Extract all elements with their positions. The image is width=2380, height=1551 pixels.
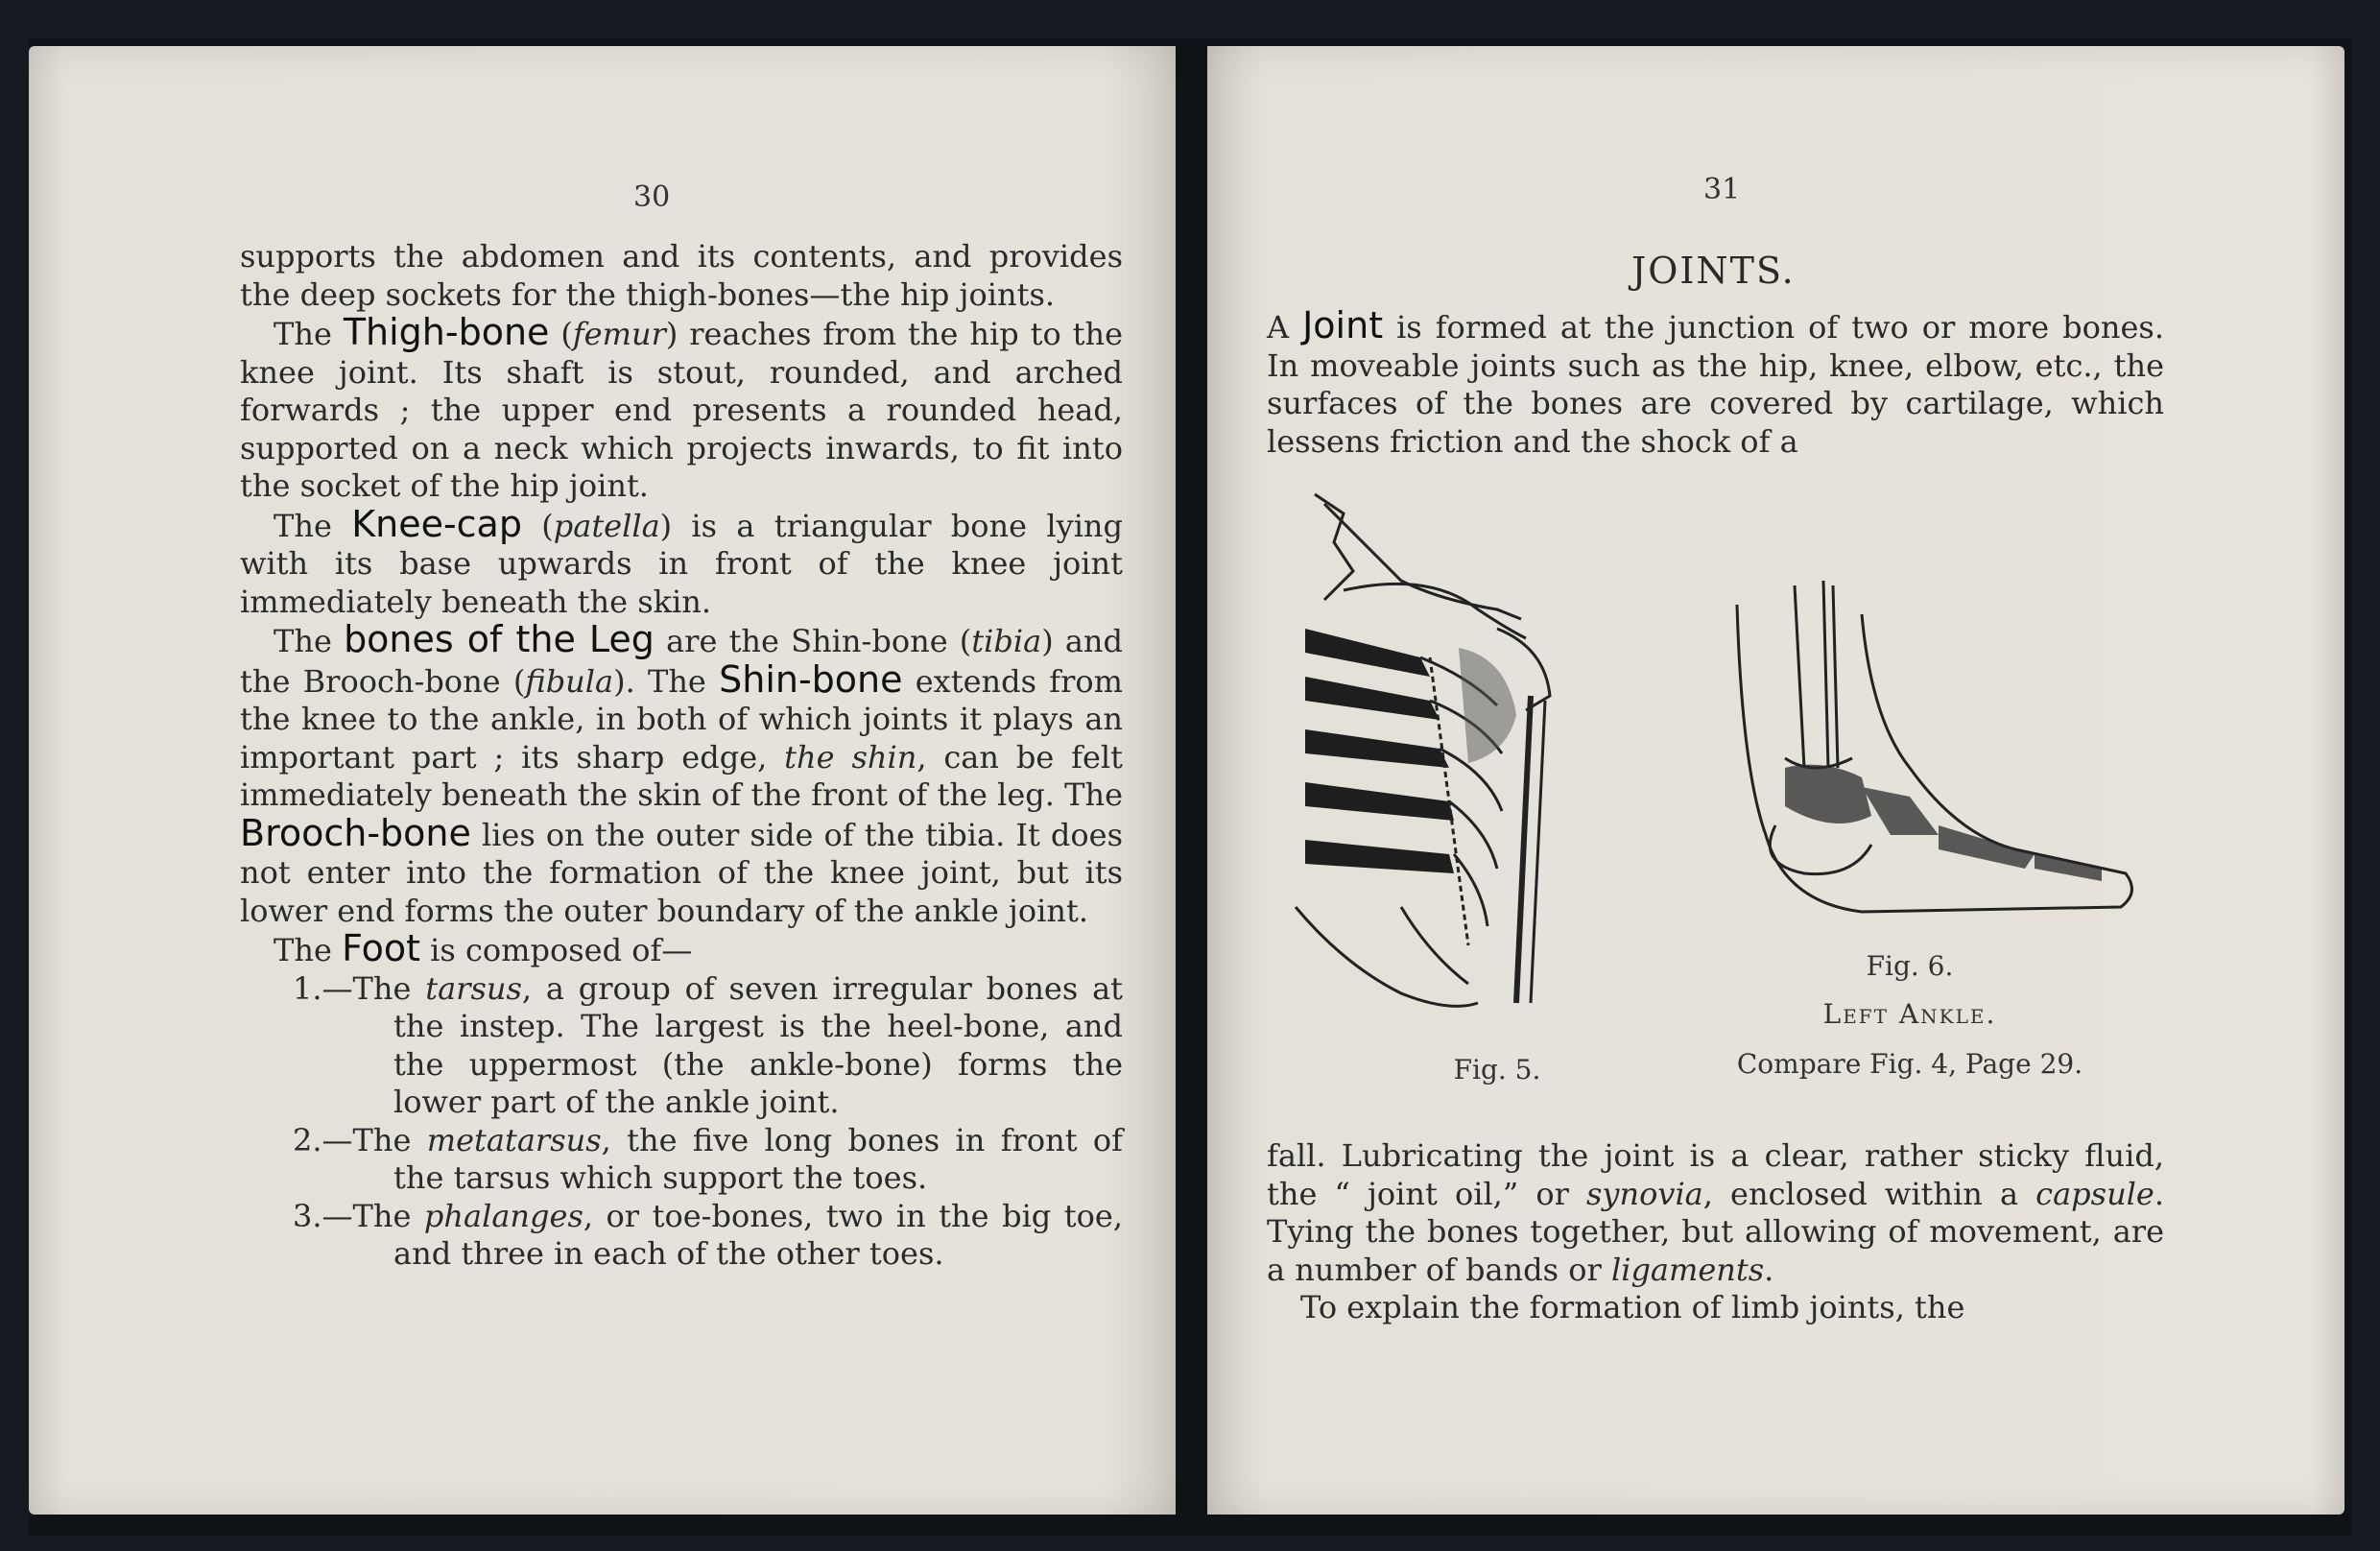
text-run: 3.—The bbox=[293, 1197, 424, 1234]
key-term: Knee-cap bbox=[351, 502, 522, 545]
text-run: , enclosed within a bbox=[1702, 1175, 2036, 1212]
text-run: The bbox=[274, 623, 345, 659]
text-run: . bbox=[1764, 1251, 1774, 1288]
latin-term: phalanges bbox=[423, 1197, 583, 1234]
latin-term: the shin bbox=[784, 738, 917, 776]
key-term: bones of the Leg bbox=[344, 618, 654, 660]
list-item bbox=[240, 970, 1123, 1122]
key-term: Shin-bone bbox=[719, 657, 903, 701]
latin-term: ligaments bbox=[1610, 1251, 1765, 1288]
latin-term: femur bbox=[572, 316, 666, 352]
shoulder-skeleton-illustration bbox=[1286, 485, 1689, 1022]
key-term: Foot bbox=[342, 927, 420, 969]
text-run: . Tying the bones together, but allowing of movement, are a number of bands or bbox=[1267, 1175, 2165, 1288]
left-page-text bbox=[240, 238, 1123, 1274]
left-page bbox=[29, 46, 1176, 1515]
text-run: fall. Lubricating the joint is a clear, rather sticky fluid, the “ joint oil,” or bbox=[1267, 1137, 2164, 1212]
left-ankle-illustration bbox=[1718, 576, 2140, 931]
paragraph bbox=[1267, 304, 2165, 461]
paragraph bbox=[240, 238, 1123, 314]
paragraph bbox=[240, 618, 1124, 930]
text-run: are the Shin-bone ( bbox=[654, 623, 972, 659]
paragraph bbox=[240, 311, 1124, 506]
text-run: extends from the knee to the ankle, in both of which joints it plays an important part ; its sharp edge, bbox=[240, 662, 1124, 776]
text-run: The bbox=[274, 316, 344, 352]
text-run: ) reaches from the hip to the knee joint. Its shaft is stout, rounded, and arched forwards ; the upper end presents a rounded head, supported on a neck which projects inwards, to fit into the socket of the hip joint. bbox=[240, 316, 1124, 504]
figure-note: Compare Fig. 4, Page 29. bbox=[1736, 1048, 2083, 1080]
latin-term: metatarsus bbox=[426, 1121, 602, 1158]
figure-caption: Fig. 6. bbox=[1866, 950, 1954, 982]
figure-caption: Fig. 5. bbox=[1453, 1054, 1541, 1086]
text-run: ) is a triangular bone lying with its base upwards in front of the knee joint immediately beneath the skin. bbox=[240, 507, 1124, 620]
right-page-bottom-text bbox=[1267, 1137, 2164, 1327]
text-run: The bbox=[274, 932, 343, 968]
text-run: 2.—The bbox=[293, 1121, 427, 1158]
text-run: ). The bbox=[613, 662, 720, 700]
text-run: is formed at the junction of two or more bones. In moveable joints such as the hip, knee, elbow, etc., the surfaces of the bones are covered by cartilage, which lessens friction and the shock of a bbox=[1267, 309, 2165, 460]
text-run: is composed of— bbox=[419, 932, 693, 968]
text-run: lies on the outer side of the tibia. It does not enter into the formation of the knee joint, but its lower end forms the outer boundary of the ankle joint. bbox=[240, 816, 1123, 929]
text-run: , the five long bones in front of the tarsus which support the toes. bbox=[393, 1121, 1124, 1196]
text-run: ( bbox=[549, 316, 573, 352]
page-number: 30 bbox=[633, 180, 671, 214]
paragraph bbox=[240, 927, 1123, 970]
text-run: , can be felt immediately beneath the skin of the front of the leg. The bbox=[240, 738, 1124, 813]
figure-title: Left Ankle. bbox=[1822, 998, 1997, 1030]
text-run: supports the abdomen and its contents, and provides the deep sockets for the thigh-bones—the hip joints. bbox=[240, 238, 1123, 313]
text-run: 1.—The bbox=[293, 969, 426, 1007]
list-item bbox=[240, 1122, 1123, 1198]
text-run: ) and the Brooch-bone ( bbox=[240, 623, 1124, 700]
text-run: To explain the formation of limb joints, the bbox=[1300, 1289, 1965, 1325]
page-number: 31 bbox=[1703, 173, 1741, 206]
latin-term: patella bbox=[553, 507, 660, 544]
paragraph bbox=[1267, 1289, 2164, 1327]
list-item bbox=[240, 1198, 1123, 1274]
text-run: The bbox=[274, 507, 352, 544]
latin-term: capsule bbox=[2035, 1175, 2154, 1212]
paragraph bbox=[240, 502, 1124, 622]
latin-term: tarsus bbox=[425, 969, 522, 1007]
latin-term: fibula bbox=[525, 662, 614, 700]
text-run: ( bbox=[521, 507, 554, 544]
text-run: , or toe-bones, two in the big toe, and three in each of the other toes. bbox=[393, 1197, 1124, 1272]
key-term: Brooch-bone bbox=[240, 811, 471, 854]
latin-term: synovia bbox=[1585, 1175, 1703, 1212]
paragraph bbox=[1267, 1137, 2164, 1289]
text-run: , a group of seven irregular bones at the instep. The largest is the heel-bone, and the uppermost (the ankle-bone) forms the lower part of the ankle joint. bbox=[393, 969, 1124, 1120]
key-term: Joint bbox=[1302, 304, 1384, 346]
text-run: A bbox=[1267, 309, 1303, 346]
section-heading: JOINTS. bbox=[1631, 250, 1796, 292]
latin-term: tibia bbox=[971, 623, 1042, 659]
key-term: Thigh-bone bbox=[343, 311, 550, 353]
